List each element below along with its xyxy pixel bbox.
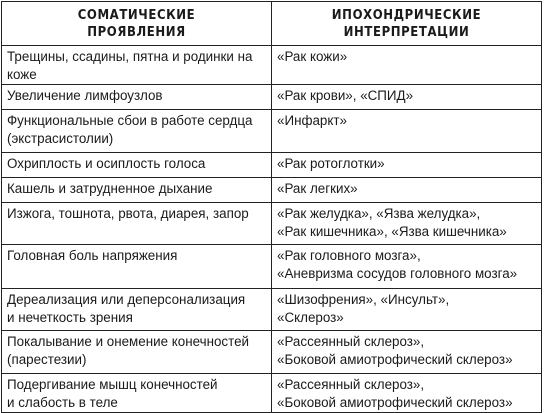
symptom-cell: [2, 331, 272, 374]
table-row: [2, 374, 542, 413]
interpretation-cell: [272, 153, 542, 178]
interpretation-cell: [272, 374, 542, 413]
symptom-cell: [2, 110, 272, 153]
header-hypochondriac-line1: ИПОХОНДРИЧЕСКИЕ: [331, 7, 482, 23]
interpretation-cell: [272, 203, 542, 245]
symptom-text: Подергивание мышц конечностей: [7, 377, 218, 392]
table-row: [2, 153, 542, 178]
symptom-cell: [2, 178, 272, 203]
table-row: [2, 46, 542, 85]
interpretation-text: «Рассеянный склероз»,: [277, 334, 425, 349]
symptoms-interpretations-table: [1, 1, 542, 413]
symptom-cell: [2, 85, 272, 110]
table-row: [2, 289, 542, 331]
symptom-text: Кашель и затрудненное дыхание: [7, 181, 213, 196]
table-header-row: [2, 2, 542, 46]
symptom-cell: [2, 289, 272, 331]
table-row: [2, 85, 542, 110]
interpretation-cell: [272, 289, 542, 331]
symptom-text: и нечеткость зрения: [7, 310, 133, 325]
table-row: [2, 245, 542, 289]
interpretation-text: «Рак кишечника», «Язва кишечника»: [277, 224, 507, 239]
symptom-text: и слабость в теле: [7, 395, 118, 410]
symptom-cell: [2, 203, 272, 245]
interpretation-text: «Рак кожи»: [277, 49, 348, 64]
symptom-text: Дереализация или деперсонализация: [7, 292, 246, 307]
interpretation-cell: [272, 331, 542, 374]
interpretation-text: «Рак головного мозга»,: [277, 248, 421, 263]
symptom-text: Покалывание и онемение конечностей: [7, 334, 250, 349]
symptom-cell: [2, 374, 272, 413]
interpretation-text: «Рак крови», «СПИД»: [277, 88, 414, 103]
symptom-text: Изжога, тошнота, рвота, диарея, запор: [7, 206, 249, 221]
symptom-text: Трещины, ссадины, пятна и родинки на коже: [7, 49, 253, 82]
symptom-cell: [2, 245, 272, 289]
header-somatic: [2, 2, 272, 46]
interpretation-text: «Рак желудка», «Язва желудка»,: [277, 206, 481, 221]
interpretation-text: «Инфаркт»: [277, 113, 347, 128]
header-hypochondriac: [272, 2, 542, 46]
symptom-text: Охриплость и осиплость голоса: [7, 156, 206, 171]
symptom-text: (экстрасистолии): [7, 131, 114, 146]
header-somatic-line2: ПРОЯВЛЕНИЯ: [87, 24, 186, 40]
interpretation-cell: [272, 178, 542, 203]
interpretation-text: «Склероз»: [277, 310, 344, 325]
interpretation-text: «Аневризма сосудов головного мозга»: [277, 266, 518, 281]
interpretation-text: «Рак ротоглотки»: [277, 156, 385, 171]
table-row: [2, 178, 542, 203]
interpretation-text: «Боковой амиотрофический склероз»: [277, 352, 513, 367]
symptom-text: Головная боль напряжения: [7, 248, 178, 263]
interpretation-text: «Рак легких»: [277, 181, 358, 196]
interpretation-text: «Рассеянный склероз»,: [277, 377, 425, 392]
symptom-cell: [2, 46, 272, 85]
interpretation-cell: [272, 85, 542, 110]
header-somatic-line1: СОМАТИЧЕСКИЕ: [77, 7, 196, 23]
table-row: [2, 203, 542, 245]
interpretation-cell: [272, 46, 542, 85]
interpretation-cell: [272, 245, 542, 289]
symptom-text: (парестезии): [7, 352, 87, 367]
symptom-text: Увеличение лимфоузлов: [7, 88, 163, 103]
symptom-text: Функциональные сбои в работе сердца: [7, 113, 253, 128]
symptom-cell: [2, 153, 272, 178]
interpretation-text: «Шизофрения», «Инсульт»,: [277, 292, 450, 307]
interpretation-text: «Боковой амиотрофический склероз»: [277, 395, 513, 410]
interpretation-cell: [272, 110, 542, 153]
table-row: [2, 110, 542, 153]
header-hypochondriac-line2: ИНТЕРПРЕТАЦИИ: [343, 24, 470, 40]
table-row: [2, 331, 542, 374]
